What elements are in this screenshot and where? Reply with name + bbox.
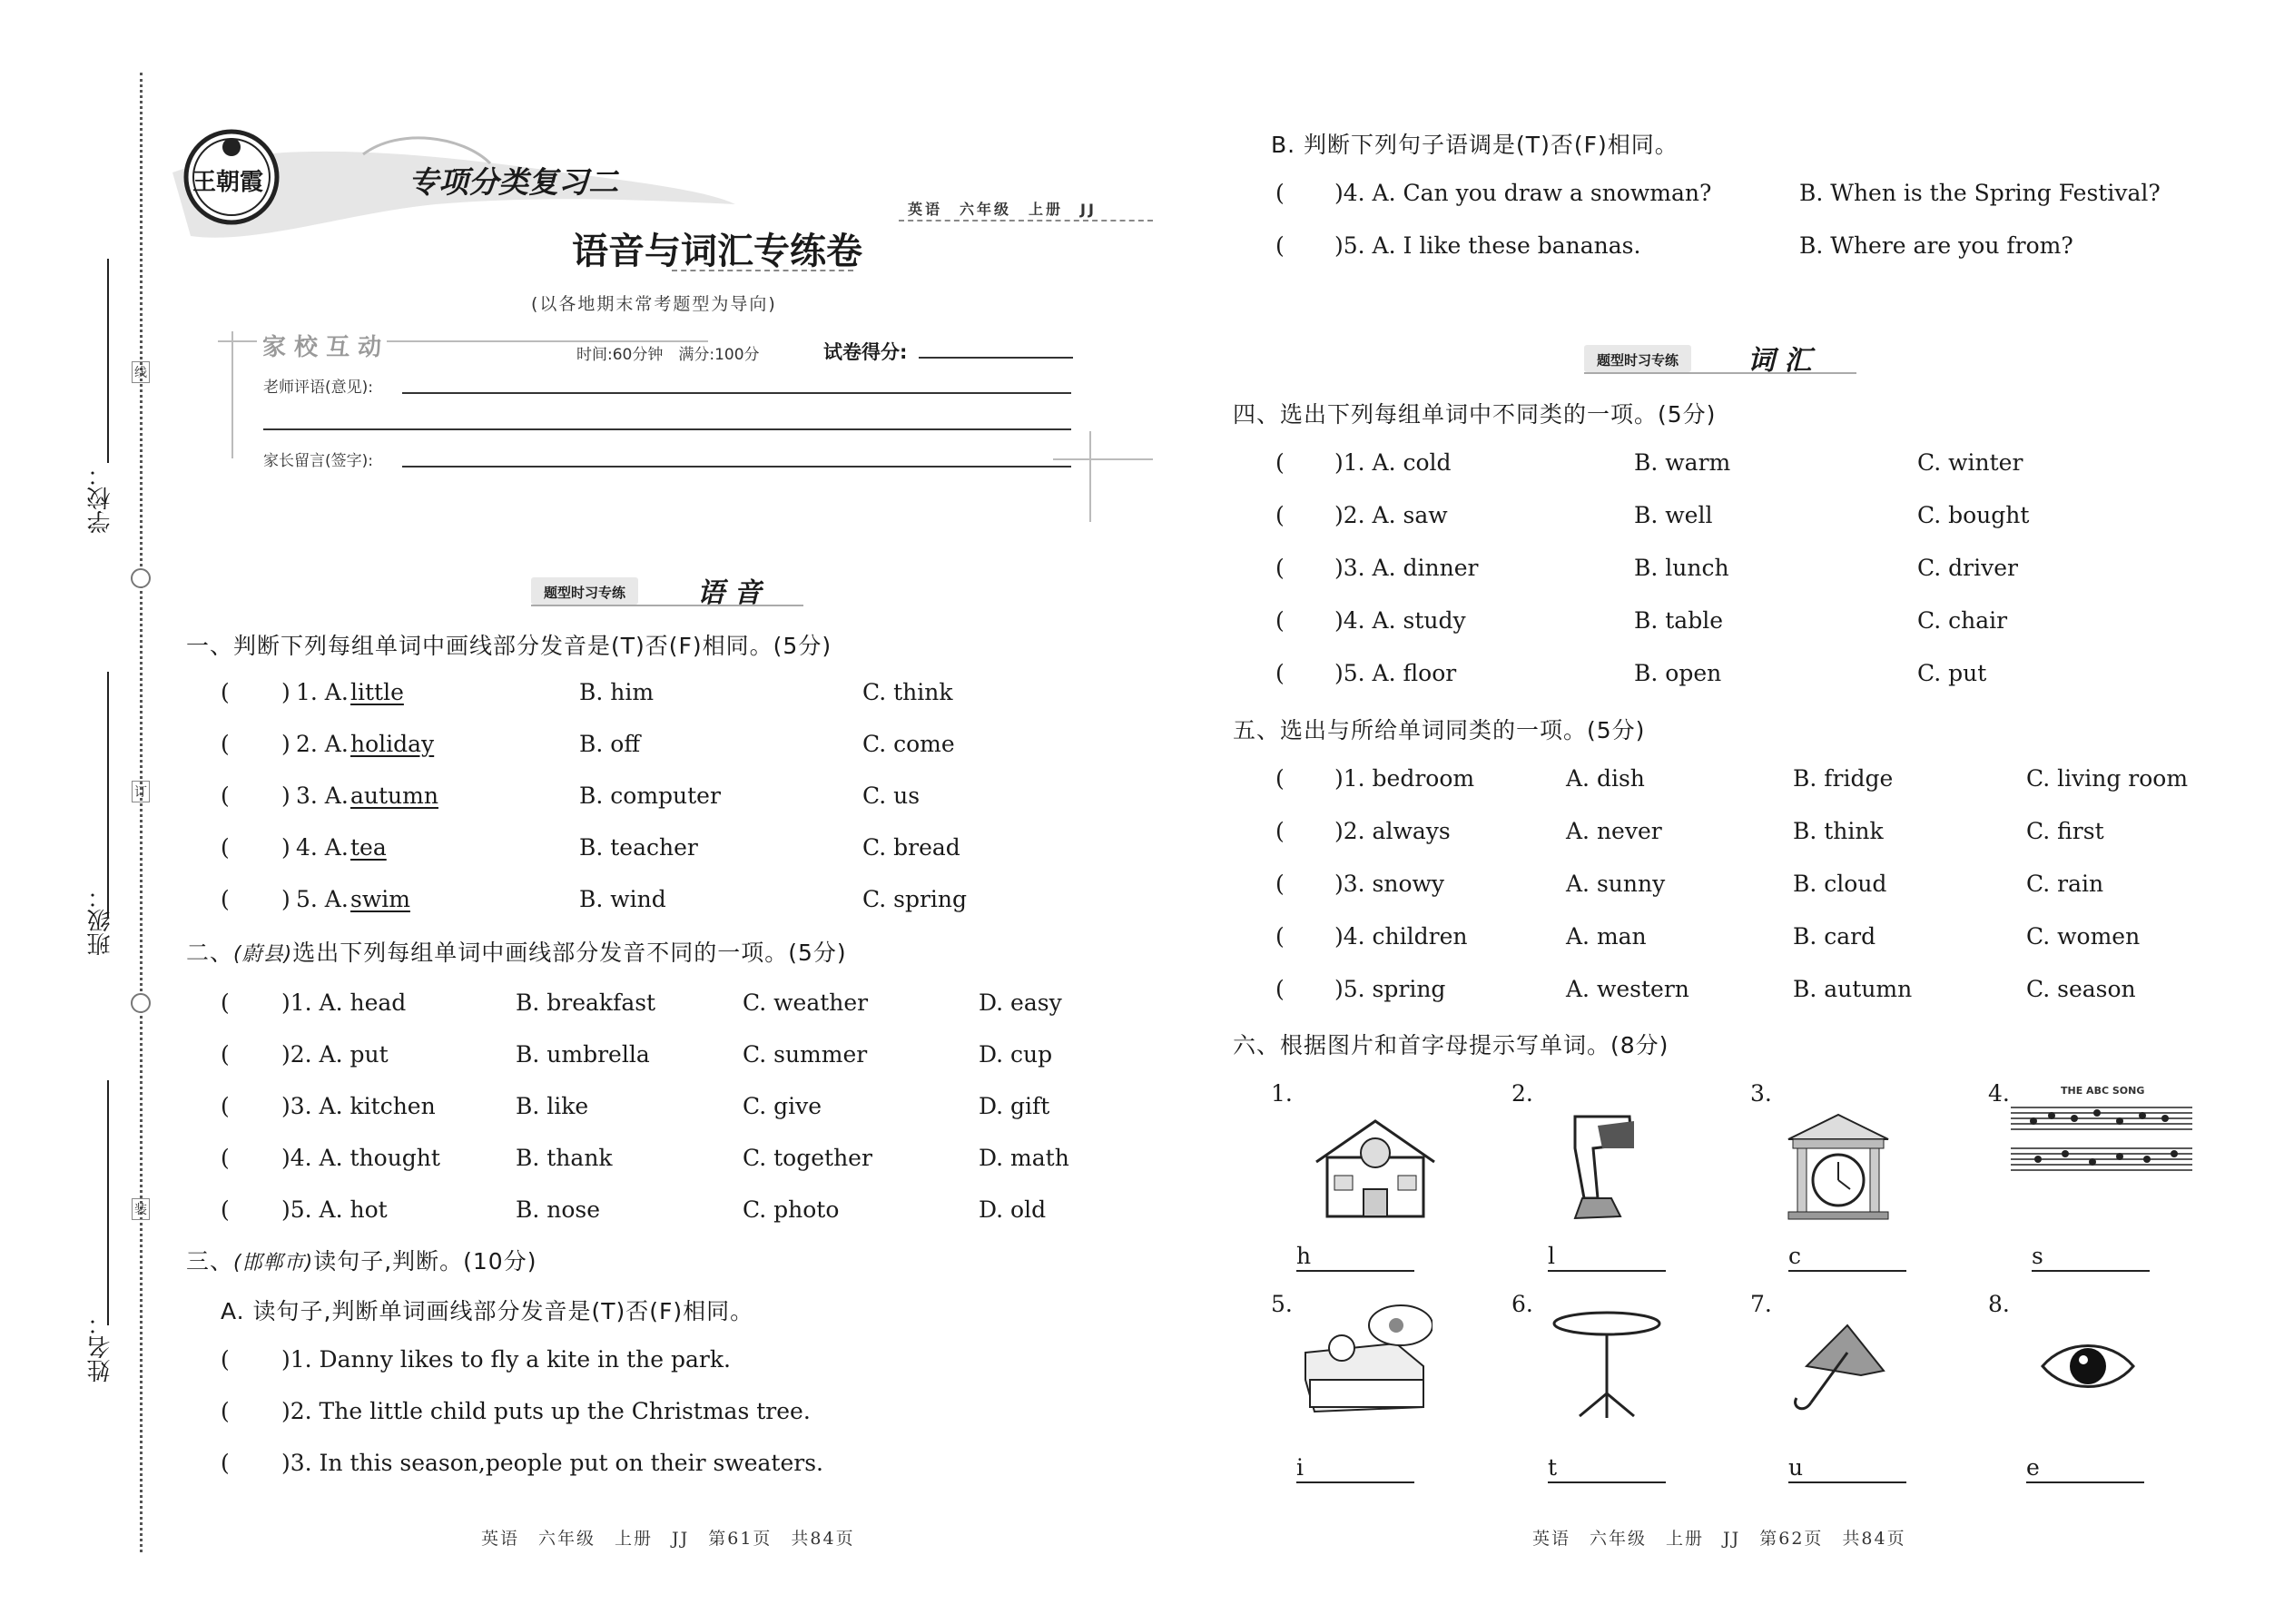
q6-answer-line[interactable]	[2032, 1270, 2150, 1272]
q2-option-b: B. thank	[516, 1145, 613, 1171]
answer-bracket[interactable]: (	[1275, 607, 1285, 634]
q3-sentence: )1. Danny likes to fly a kite in the park.	[281, 1346, 731, 1373]
binding-dotted-line	[140, 73, 143, 1552]
q6-item-number: 6.	[1511, 1291, 1533, 1317]
answer-bracket[interactable]: (	[221, 1145, 230, 1171]
q6-first-letter: s	[2032, 1243, 2043, 1269]
q4-title: 四、选出下列每组单词中不同类的一项。(5分)	[1233, 401, 1717, 428]
section-vocab-title: 词 汇	[1748, 345, 1812, 377]
q1-item-number: 4. A.	[296, 834, 349, 861]
binding-hole	[131, 568, 151, 588]
answer-bracket[interactable]: (	[1275, 871, 1285, 897]
q3-title: 三、(邯郸市)读句子,判断。(10分)	[186, 1248, 537, 1275]
q4-option-c: C. put	[1917, 660, 1987, 686]
q1-option-b: B. off	[579, 731, 641, 757]
q3-b-title: B. 判断下列句子语调是(T)否(F)相同。	[1271, 132, 1679, 158]
answer-bracket[interactable]: (	[1275, 818, 1285, 844]
q3-b-option-a: )4. A. Can you draw a snowman?	[1334, 180, 1712, 206]
q4-option-a: )2. A. saw	[1334, 502, 1448, 528]
answer-bracket[interactable]: (	[221, 679, 230, 705]
topic-title: 专项分类复习二	[409, 164, 618, 200]
q4-option-a: )5. A. floor	[1334, 660, 1457, 686]
answer-bracket[interactable]: (	[1275, 923, 1285, 950]
q6-item-number: 8.	[1988, 1291, 2010, 1317]
q2-option-d: D. math	[979, 1145, 1069, 1171]
q1-item-number: )	[281, 679, 290, 705]
q5-option-b: B. cloud	[1793, 871, 1887, 897]
score-label: 试卷得分:	[823, 341, 908, 363]
q4-option-c: C. driver	[1917, 555, 2018, 581]
q5-option-c: C. rain	[2026, 871, 2104, 897]
section-tag: 题型时习专练	[531, 577, 638, 605]
q2-option-c: C. give	[743, 1093, 822, 1119]
q5-option-c: C. women	[2026, 923, 2141, 950]
binding-tab: 线	[132, 361, 150, 383]
binding-tab: 订	[132, 781, 150, 802]
q5-option-c: C. season	[2026, 976, 2136, 1002]
q3-b-option-b: B. Where are you from?	[1799, 232, 2073, 259]
q2-option-d: D. easy	[979, 989, 1062, 1016]
class-label: 班级：	[87, 885, 114, 956]
q5-option-b: B. fridge	[1793, 765, 1894, 792]
q2-option-d: D. gift	[979, 1093, 1050, 1119]
q5-given-word: )4. children	[1334, 923, 1468, 950]
logo-text: 王朝霞	[192, 169, 264, 196]
q6-answer-line[interactable]	[1296, 1270, 1414, 1272]
parent-comment-label: 家长留言(签字):	[263, 452, 373, 470]
q5-option-a: A. man	[1566, 923, 1647, 950]
q2-option-a: )2. A. put	[281, 1041, 389, 1068]
title-rule	[672, 270, 853, 271]
answer-bracket[interactable]: (	[1275, 502, 1285, 528]
q1-option-b: B. wind	[579, 886, 666, 912]
umbrella-icon	[1784, 1316, 1893, 1429]
parent-comment-field[interactable]	[402, 466, 1071, 468]
q1-option-c: C. bread	[862, 834, 960, 861]
q6-answer-line[interactable]	[1296, 1481, 1414, 1483]
answer-bracket[interactable]: (	[221, 834, 230, 861]
q1-option-b: B. computer	[579, 782, 721, 809]
q4-option-a: )3. A. dinner	[1334, 555, 1479, 581]
q4-option-a: )1. A. cold	[1334, 449, 1452, 476]
q4-option-c: C. chair	[1917, 607, 2008, 634]
table-icon	[1548, 1307, 1666, 1429]
q2-option-a: )5. A. hot	[281, 1196, 388, 1223]
q6-first-letter: i	[1296, 1454, 1304, 1481]
q4-option-b: B. open	[1634, 660, 1722, 686]
q1-option-c: C. think	[862, 679, 953, 705]
score-field[interactable]	[919, 357, 1073, 359]
q1-option-a: tea	[350, 834, 387, 861]
q6-first-letter: h	[1296, 1243, 1312, 1269]
q5-option-a: A. sunny	[1566, 871, 1666, 897]
q2-option-c: C. weather	[743, 989, 869, 1016]
name-line	[107, 1080, 109, 1325]
q3-sentence: )3. In this season,people put on their sweaters.	[281, 1450, 823, 1476]
page-footer-left: 英语 六年级 上册 JJ 第61页 共84页	[481, 1529, 855, 1549]
q2-option-b: B. breakfast	[516, 989, 656, 1016]
q6-answer-line[interactable]	[1548, 1481, 1666, 1483]
q6-item-number: 7.	[1750, 1291, 1772, 1317]
q1-option-a: swim	[350, 886, 410, 912]
q1-option-a: little	[350, 679, 404, 705]
house-icon	[1307, 1112, 1443, 1225]
q2-option-b: B. like	[516, 1093, 589, 1119]
q6-item-number: 3.	[1750, 1080, 1772, 1107]
q6-item-number: 4.	[1988, 1080, 2010, 1107]
answer-bracket[interactable]: (	[1275, 555, 1285, 581]
leg-icon	[1548, 1107, 1648, 1229]
q1-title: 一、判断下列每组单词中画线部分发音是(T)否(F)相同。(5分)	[186, 633, 832, 659]
page-footer-right: 英语 六年级 上册 JJ 第62页 共84页	[1532, 1529, 1906, 1549]
answer-bracket[interactable]: (	[221, 1346, 230, 1373]
q1-item-number: 5. A.	[296, 886, 349, 912]
q6-answer-line[interactable]	[1788, 1481, 1906, 1483]
binding-tab: 装	[132, 1198, 150, 1220]
q6-answer-line[interactable]	[1788, 1270, 1906, 1272]
q5-option-b: B. think	[1793, 818, 1884, 844]
subject-meta: 英语 六年级 上册 JJ	[908, 201, 1097, 218]
answer-bracket[interactable]: (	[221, 731, 230, 757]
name-label: 姓名：	[87, 1312, 114, 1383]
q6-answer-line[interactable]	[2026, 1481, 2144, 1483]
q5-option-a: A. western	[1566, 976, 1689, 1002]
page-subtitle: (以各地期末常考题型为导向)	[531, 294, 777, 314]
q2-option-a: )4. A. thought	[281, 1145, 440, 1171]
q3-sentence: )2. The little child puts up the Christmas tree.	[281, 1398, 811, 1424]
q2-option-c: C. summer	[743, 1041, 868, 1068]
section-phonics-title: 语 音	[697, 577, 762, 609]
q3-b-option-b: B. When is the Spring Festival?	[1799, 180, 2161, 206]
q1-item-number: )	[281, 731, 290, 757]
page-title: 语音与词汇专练卷	[572, 230, 862, 272]
q3-a-title: A. 读句子,判断单词画线部分发音是(T)否(F)相同。	[221, 1298, 754, 1324]
answer-bracket[interactable]: (	[221, 989, 230, 1016]
teacher-comment-field-2[interactable]	[263, 428, 1071, 430]
school-line	[107, 259, 109, 463]
q6-first-letter: l	[1548, 1243, 1555, 1269]
q4-option-b: B. warm	[1634, 449, 1731, 476]
binding-hole	[131, 993, 151, 1013]
q2-option-a: )3. A. kitchen	[281, 1093, 436, 1119]
q4-option-c: C. winter	[1917, 449, 2023, 476]
answer-bracket[interactable]: (	[221, 1196, 230, 1223]
q1-option-b: B. teacher	[579, 834, 698, 861]
answer-bracket[interactable]: (	[1275, 180, 1285, 206]
q2-option-a: )1. A. head	[281, 989, 407, 1016]
q5-option-c: C. first	[2026, 818, 2104, 844]
song-icon	[2011, 1085, 2192, 1188]
q1-option-b: B. him	[579, 679, 655, 705]
q1-item-number: )	[281, 834, 290, 861]
q1-item-number: )	[281, 886, 290, 912]
q2-option-b: B. nose	[516, 1196, 601, 1223]
q2-option-c: C. photo	[743, 1196, 840, 1223]
q2-option-c: C. together	[743, 1145, 872, 1171]
time-score: 时间:60分钟 满分:100分	[576, 346, 760, 364]
q1-item-number: )	[281, 782, 290, 809]
family-school-label: 家 校 互 动	[257, 329, 387, 362]
q5-option-a: A. dish	[1566, 765, 1645, 792]
ill-child-icon	[1296, 1298, 1433, 1420]
q1-option-c: C. us	[862, 782, 921, 809]
q6-first-letter: e	[2026, 1454, 2040, 1481]
q5-option-c: C. living room	[2026, 765, 2189, 792]
q4-option-b: B. table	[1634, 607, 1724, 634]
answer-bracket[interactable]: (	[1275, 976, 1285, 1002]
meta-rule	[899, 220, 1153, 221]
q6-answer-line[interactable]	[1548, 1270, 1666, 1272]
q4-option-c: C. bought	[1917, 502, 2030, 528]
q5-given-word: )3. snowy	[1334, 871, 1445, 897]
answer-bracket[interactable]: (	[1275, 765, 1285, 792]
school-label: 学校：	[87, 463, 114, 534]
q6-first-letter: t	[1548, 1454, 1558, 1481]
q6-item-number: 2.	[1511, 1080, 1533, 1107]
section-underline	[531, 605, 803, 606]
q2-option-d: D. old	[979, 1196, 1047, 1223]
section-underline	[1584, 372, 1856, 374]
q3-b-option-a: )5. A. I like these bananas.	[1334, 232, 1641, 259]
q6-first-letter: c	[1788, 1243, 1802, 1269]
class-line	[107, 672, 109, 917]
q2-option-b: B. umbrella	[516, 1041, 650, 1068]
q5-title: 五、选出与所给单词同类的一项。(5分)	[1233, 717, 1646, 743]
q1-item-number: 2. A.	[296, 731, 349, 757]
clock-building-icon	[1779, 1107, 1897, 1229]
section-tag: 题型时习专练	[1584, 345, 1691, 372]
q5-given-word: )1. bedroom	[1334, 765, 1475, 792]
answer-bracket[interactable]: (	[1275, 232, 1285, 259]
q6-item-number: 1.	[1271, 1080, 1293, 1107]
song-title: THE ABC SONG	[2061, 1085, 2145, 1097]
q2-title: 二、(蔚县)选出下列每组单词中画线部分发音不同的一项。(5分)	[186, 940, 847, 966]
q5-option-b: B. autumn	[1793, 976, 1913, 1002]
answer-bracket[interactable]: (	[221, 1450, 230, 1476]
q5-option-a: A. never	[1566, 818, 1662, 844]
answer-bracket[interactable]: (	[221, 1041, 230, 1068]
q5-given-word: )5. spring	[1334, 976, 1446, 1002]
q6-item-number: 5.	[1271, 1291, 1293, 1317]
q6-first-letter: u	[1788, 1454, 1804, 1481]
q1-item-number: 1. A.	[296, 679, 349, 705]
teacher-comment-label: 老师评语(意见):	[263, 379, 373, 397]
q4-option-b: B. lunch	[1634, 555, 1729, 581]
q1-item-number: 3. A.	[296, 782, 349, 809]
q5-option-b: B. card	[1793, 923, 1876, 950]
answer-bracket[interactable]: (	[1275, 449, 1285, 476]
q2-option-d: D. cup	[979, 1041, 1053, 1068]
q5-given-word: )2. always	[1334, 818, 1451, 844]
teacher-comment-field[interactable]	[402, 392, 1071, 394]
q1-option-a: autumn	[350, 782, 438, 809]
q1-option-c: C. spring	[862, 886, 968, 912]
answer-bracket[interactable]: (	[221, 886, 230, 912]
answer-bracket[interactable]: (	[221, 1093, 230, 1119]
q6-title: 六、根据图片和首字母提示写单词。(8分)	[1233, 1032, 1669, 1058]
q1-option-a: holiday	[350, 731, 435, 757]
eye-icon	[2038, 1334, 2138, 1402]
answer-bracket[interactable]: (	[221, 1398, 230, 1424]
q4-option-a: )4. A. study	[1334, 607, 1466, 634]
answer-bracket[interactable]: (	[221, 782, 230, 809]
answer-bracket[interactable]: (	[1275, 660, 1285, 686]
q4-option-b: B. well	[1634, 502, 1713, 528]
q1-option-c: C. come	[862, 731, 955, 757]
